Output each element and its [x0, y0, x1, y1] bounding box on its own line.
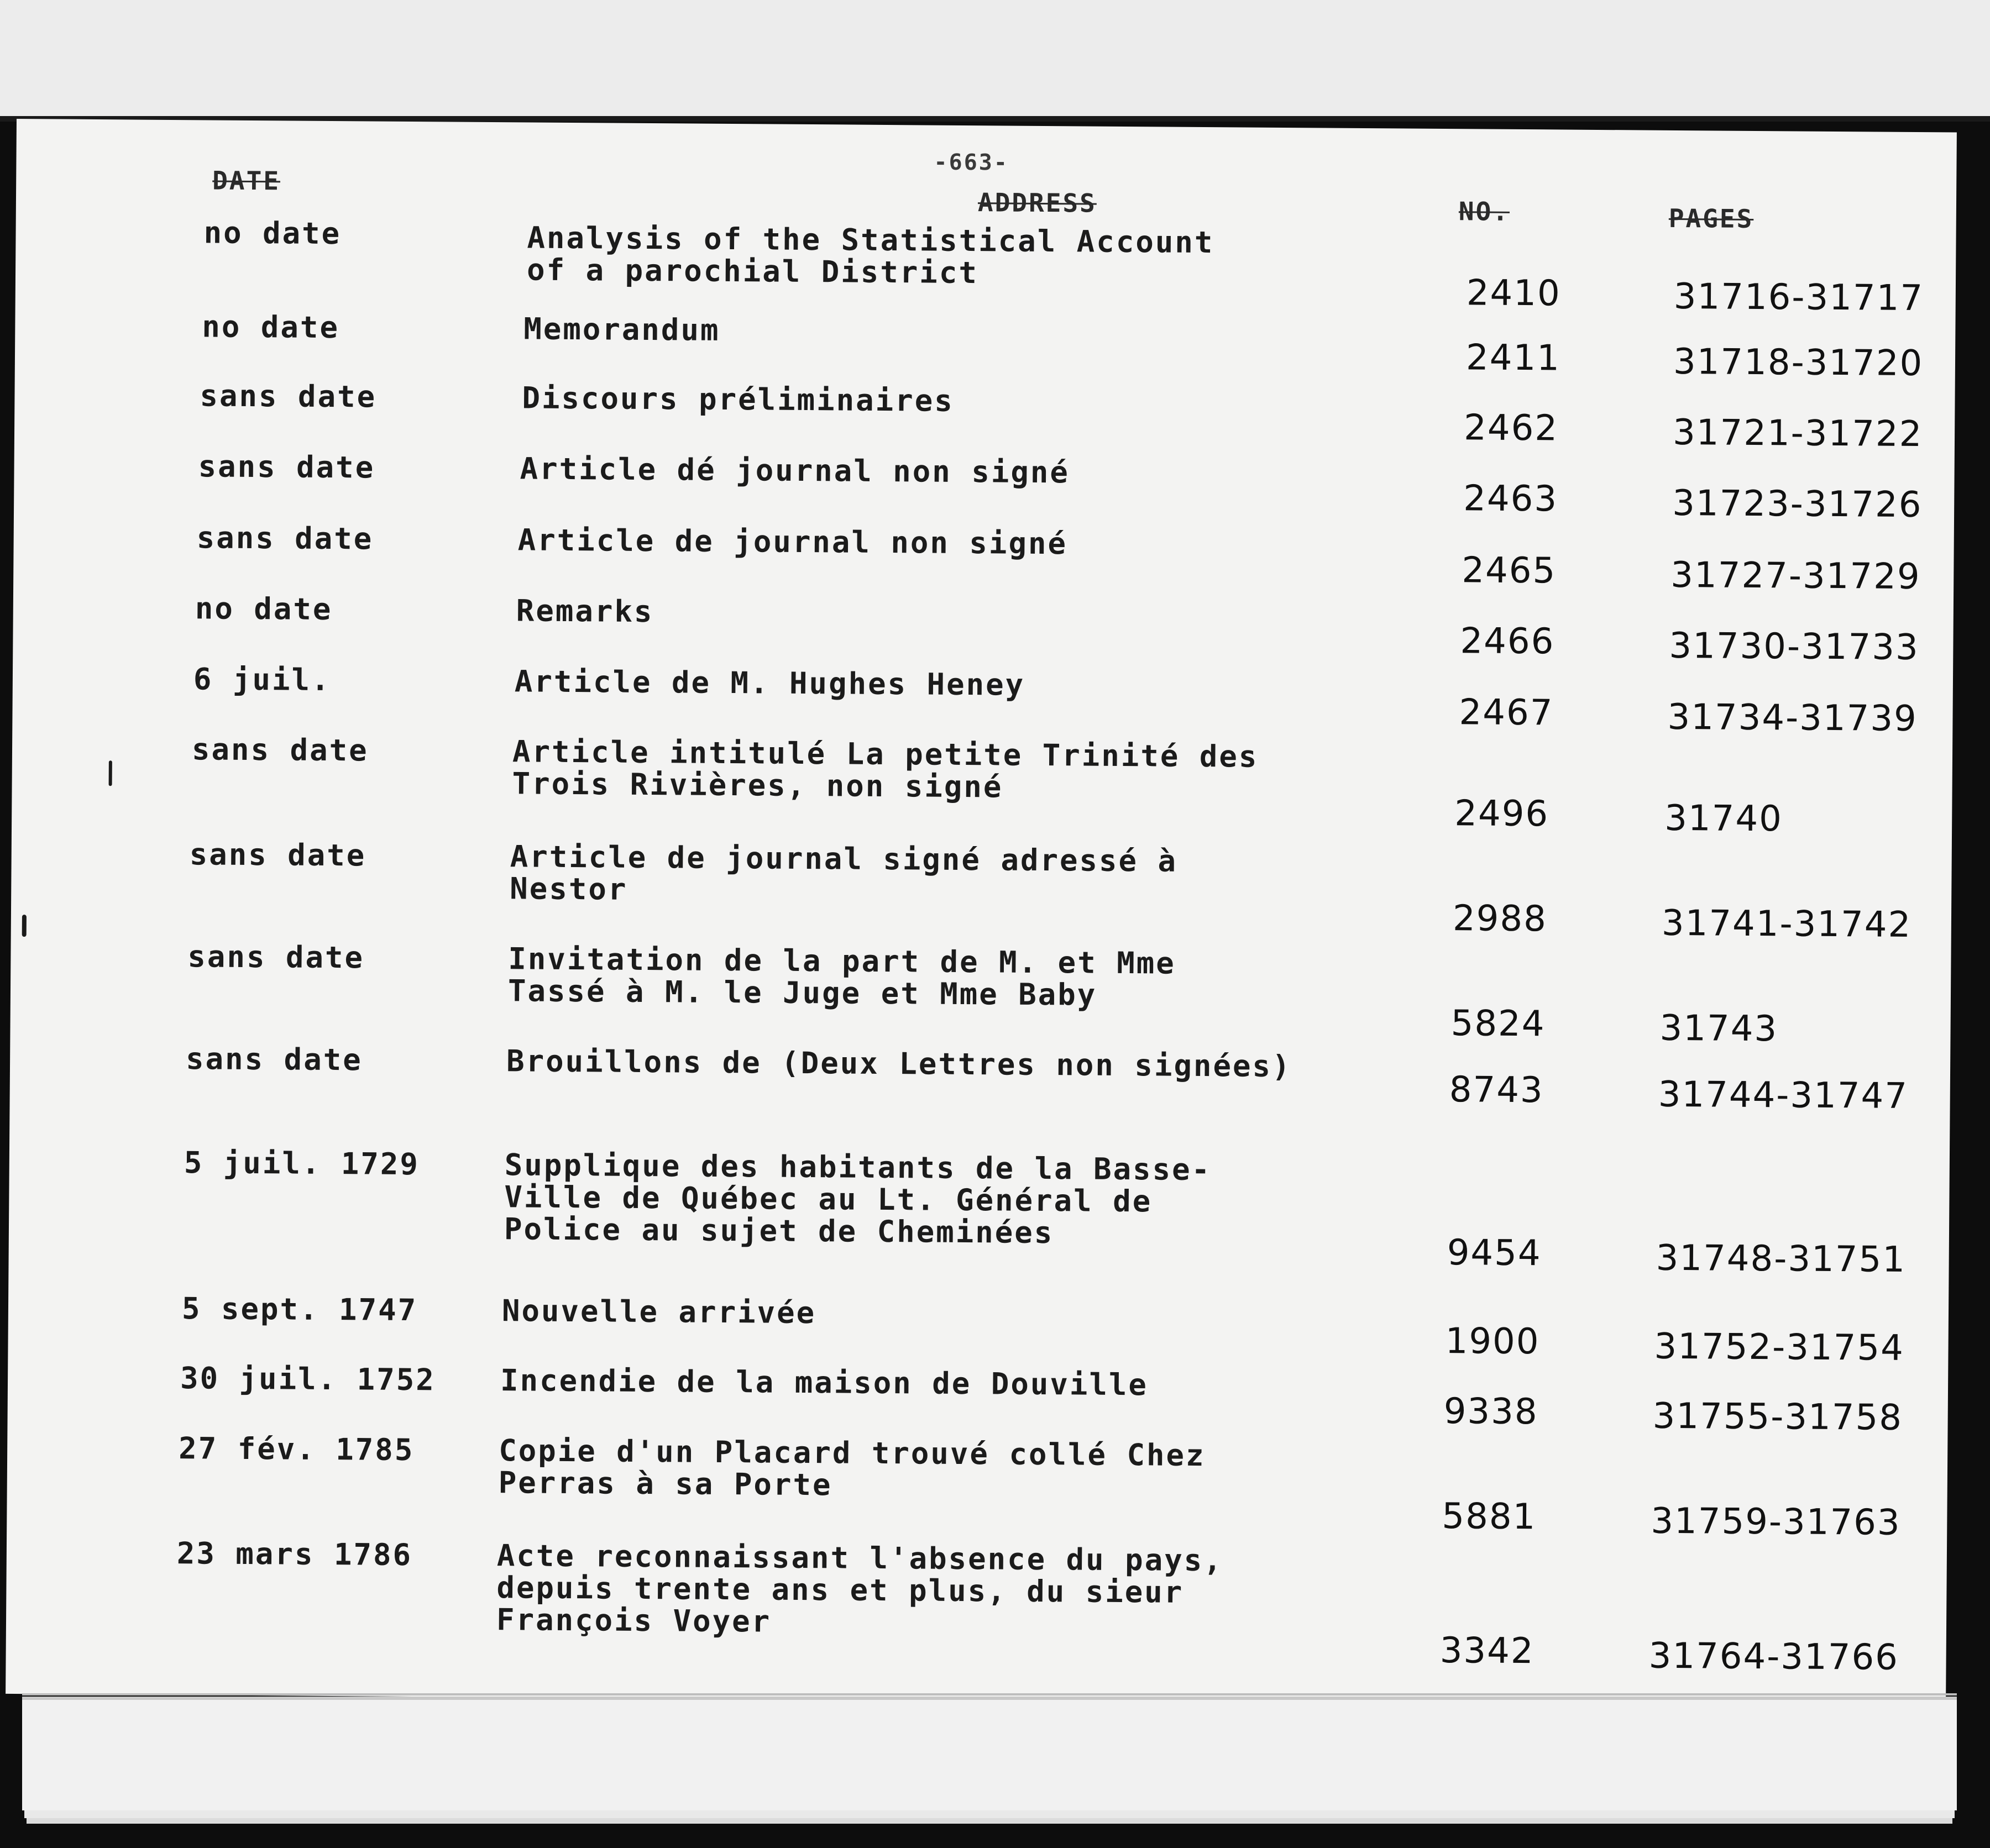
entry-address: Brouillons de (Deux Lettres non signées) [506, 1043, 1292, 1084]
entry-number: 2465 [1462, 550, 1557, 592]
entry-pages: 31759-31763 [1651, 1500, 1901, 1544]
header-no: NO. [1458, 196, 1510, 227]
entry-date: 30 juil. 1752 [180, 1361, 436, 1398]
entry-number: 5824 [1450, 1003, 1546, 1045]
entry-pages: 31741-31742 [1661, 902, 1912, 946]
entry-address: Remarks [516, 593, 654, 629]
entry-date: sans date [189, 837, 366, 873]
entry-address: Memorandum [523, 311, 720, 348]
header-date: DATE [212, 165, 281, 196]
entry-number: 9338 [1443, 1391, 1538, 1433]
entry-number: 3342 [1439, 1630, 1535, 1672]
entry-number: 2496 [1454, 793, 1549, 835]
margin-mark [22, 915, 27, 937]
entry-pages: 31727-31729 [1670, 554, 1921, 598]
entry-address: Analysis of the Statistical Account of a parochial District [526, 220, 1214, 291]
entry-address: Nouvelle arrivée [501, 1293, 816, 1331]
header-pages: PAGES [1668, 203, 1754, 234]
entry-pages: 31730-31733 [1669, 625, 1919, 669]
header-address: ADDRESS [977, 187, 1097, 218]
entry-number: 5881 [1442, 1496, 1537, 1538]
entry-address: Acte reconnaissant l'absence du pays, depuis trente ans et plus, du sieur François Voyer [496, 1538, 1223, 1639]
entry-date: sans date [191, 732, 369, 768]
entry-number: 2411 [1465, 337, 1561, 379]
entry-number: 8743 [1449, 1069, 1544, 1111]
entry-date: no date [195, 591, 333, 627]
entry-pages: 31721-31722 [1672, 412, 1923, 455]
entry-address: Supplique des habitants de la Basse- Ville de Québec au Lt. Général de Police au sujet de Cheminées [504, 1147, 1212, 1251]
entry-number: 2466 [1460, 621, 1555, 663]
entry-pages: 31716-31717 [1673, 276, 1924, 319]
entry-address: Article de M. Hughes Heney [514, 664, 1025, 702]
entry-pages: 31740 [1664, 797, 1783, 840]
entry-date: 5 juil. 1729 [184, 1145, 420, 1182]
card-edge [22, 1680, 1957, 1695]
entry-address: Incendie de la maison de Douville [500, 1363, 1149, 1403]
entry-pages: 31723-31726 [1672, 482, 1923, 526]
entry-address: Article intitulé La petite Trinité des Trois Rivières, non signé [512, 734, 1259, 805]
entry-date: sans date [196, 520, 374, 556]
entry-date: 27 fév. 1785 [178, 1431, 415, 1468]
entry-pages: 31764-31766 [1648, 1635, 1899, 1678]
entry-address: Copie d'un Placard trouvé collé Chez Perras à sa Porte [498, 1433, 1206, 1503]
card-stack-edge [22, 1697, 1957, 1810]
entry-address: Article dé journal non signé [520, 451, 1070, 490]
card-behind [0, 0, 1990, 122]
entry-date: 6 juil. [193, 662, 331, 697]
entry-date: sans date [187, 939, 365, 975]
entry-address: Discours préliminaires [522, 380, 954, 418]
entry-pages: 31752-31754 [1654, 1326, 1905, 1369]
index-card [6, 119, 1957, 1707]
page-number: -663- [934, 149, 1009, 176]
entry-date: sans date [200, 378, 377, 414]
entry-pages: 31755-31758 [1652, 1395, 1903, 1439]
entry-number: 9454 [1447, 1232, 1542, 1274]
entry-address: Article de journal signé adressé à Nestor [510, 839, 1178, 907]
entry-date: 23 mars 1786 [176, 1536, 413, 1573]
entry-date: 5 sept. 1747 [181, 1291, 418, 1328]
entry-address: Article de journal non signé [517, 522, 1068, 561]
entry-date: no date [203, 215, 342, 251]
entry-number: 2410 [1466, 272, 1561, 314]
entry-number: 2467 [1459, 692, 1554, 734]
entry-number: 2462 [1463, 407, 1559, 449]
entry-number: 2988 [1452, 898, 1548, 940]
entry-pages: 31744-31747 [1658, 1074, 1909, 1117]
entry-number: 1900 [1445, 1321, 1540, 1363]
entry-pages: 31718-31720 [1673, 341, 1924, 385]
entry-date: sans date [198, 449, 375, 485]
entry-pages: 31734-31739 [1667, 696, 1918, 740]
entry-pages: 31743 [1659, 1007, 1778, 1050]
entry-address: Invitation de la part de M. et Mme Tassé à M. le Juge et Mme Baby [507, 941, 1176, 1012]
entry-number: 2463 [1463, 478, 1558, 520]
entry-date: sans date [185, 1041, 363, 1078]
entry-date: no date [202, 309, 340, 345]
margin-mark [109, 760, 112, 786]
entry-pages: 31748-31751 [1656, 1237, 1907, 1280]
